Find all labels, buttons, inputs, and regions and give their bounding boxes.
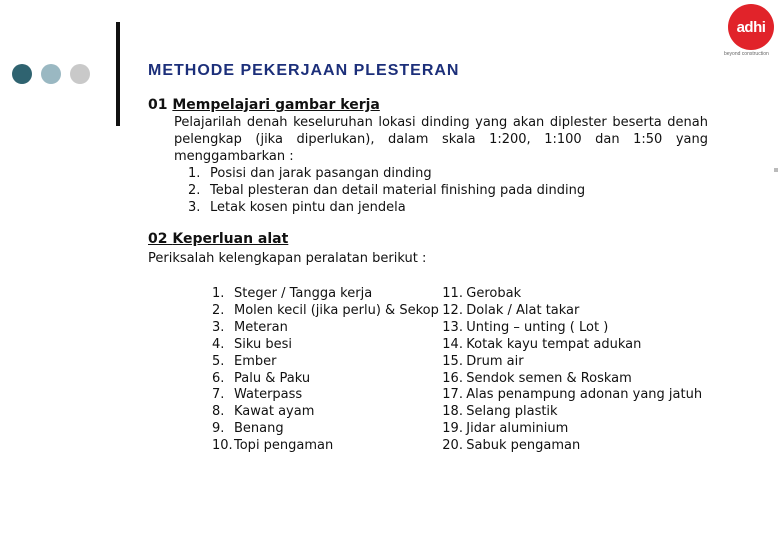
page-title: METHODE PEKERJAAN PLESTERAN: [148, 62, 460, 79]
list-item: 3. Letak kosen pintu dan jendela: [188, 200, 406, 215]
list-item: 8. Kawat ayam: [212, 404, 315, 420]
section1-paragraph: Pelajarilah denah keseluruhan lokasi dinding yang akan diplester beserta denah pelengkap (jika diperlukan), dalam skala 1:200, 1:100 dan 1:50 yang menggambarkan :: [174, 115, 708, 164]
list-item: 18. Selang plastik: [442, 404, 558, 420]
tools-lists: [212, 286, 708, 455]
list-item: 1. Posisi dan jarak pasangan dinding: [188, 166, 432, 181]
list-item: 2. Molen kecil (jika perlu) & Sekop: [212, 302, 439, 318]
dot-dark: [12, 64, 32, 84]
vertical-divider: [116, 22, 120, 126]
adhi-logo: adhi: [728, 4, 774, 50]
list-item: 13. Unting – unting ( Lot ): [442, 319, 609, 335]
section1-title: Mempelajari gambar kerja: [172, 97, 380, 113]
document-body: [148, 97, 708, 455]
decorative-dots: [12, 64, 90, 84]
list-item: 1. Steger / Tangga kerja: [212, 286, 373, 301]
list-item: 14. Kotak kayu tempat adukan: [442, 336, 642, 352]
section1-list: [188, 165, 708, 216]
list-item: 12. Dolak / Alat takar: [442, 302, 580, 318]
logo-tagline: beyond construction: [724, 51, 769, 57]
list-item: 4. Siku besi: [212, 336, 292, 352]
section2-intro: Periksalah kelengkapan peralatan berikut :: [148, 251, 427, 266]
tools-list-left: [212, 286, 442, 455]
list-item: 5. Ember: [212, 353, 277, 369]
dot-light: [70, 64, 90, 84]
list-item: 16. Sendok semen & Roskam: [442, 370, 632, 386]
list-item: 7. Waterpass: [212, 387, 303, 403]
list-item: 9. Benang: [212, 421, 284, 437]
dot-medium: [41, 64, 61, 84]
list-item: 17. Alas penampung adonan yang jatuh: [442, 387, 703, 403]
section1-number: 01: [148, 97, 168, 113]
list-item: 2. Tebal plesteran dan detail material finishing pada dinding: [188, 183, 586, 198]
tools-list-right: [442, 286, 708, 455]
list-item: 6. Palu & Paku: [212, 370, 311, 386]
list-item: 3. Meteran: [212, 319, 288, 335]
list-item: 10. Topi pengaman: [212, 438, 334, 454]
list-item: 19. Jidar aluminium: [442, 421, 569, 437]
section2-title: 02 Keperluan alat: [148, 231, 289, 247]
scan-artifact: [774, 168, 778, 172]
list-item: 11. Gerobak: [442, 286, 522, 301]
list-item: 20. Sabuk pengaman: [442, 438, 581, 454]
list-item: 15. Drum air: [442, 353, 524, 369]
section2-heading: [148, 231, 708, 248]
section1-heading: [148, 97, 708, 114]
